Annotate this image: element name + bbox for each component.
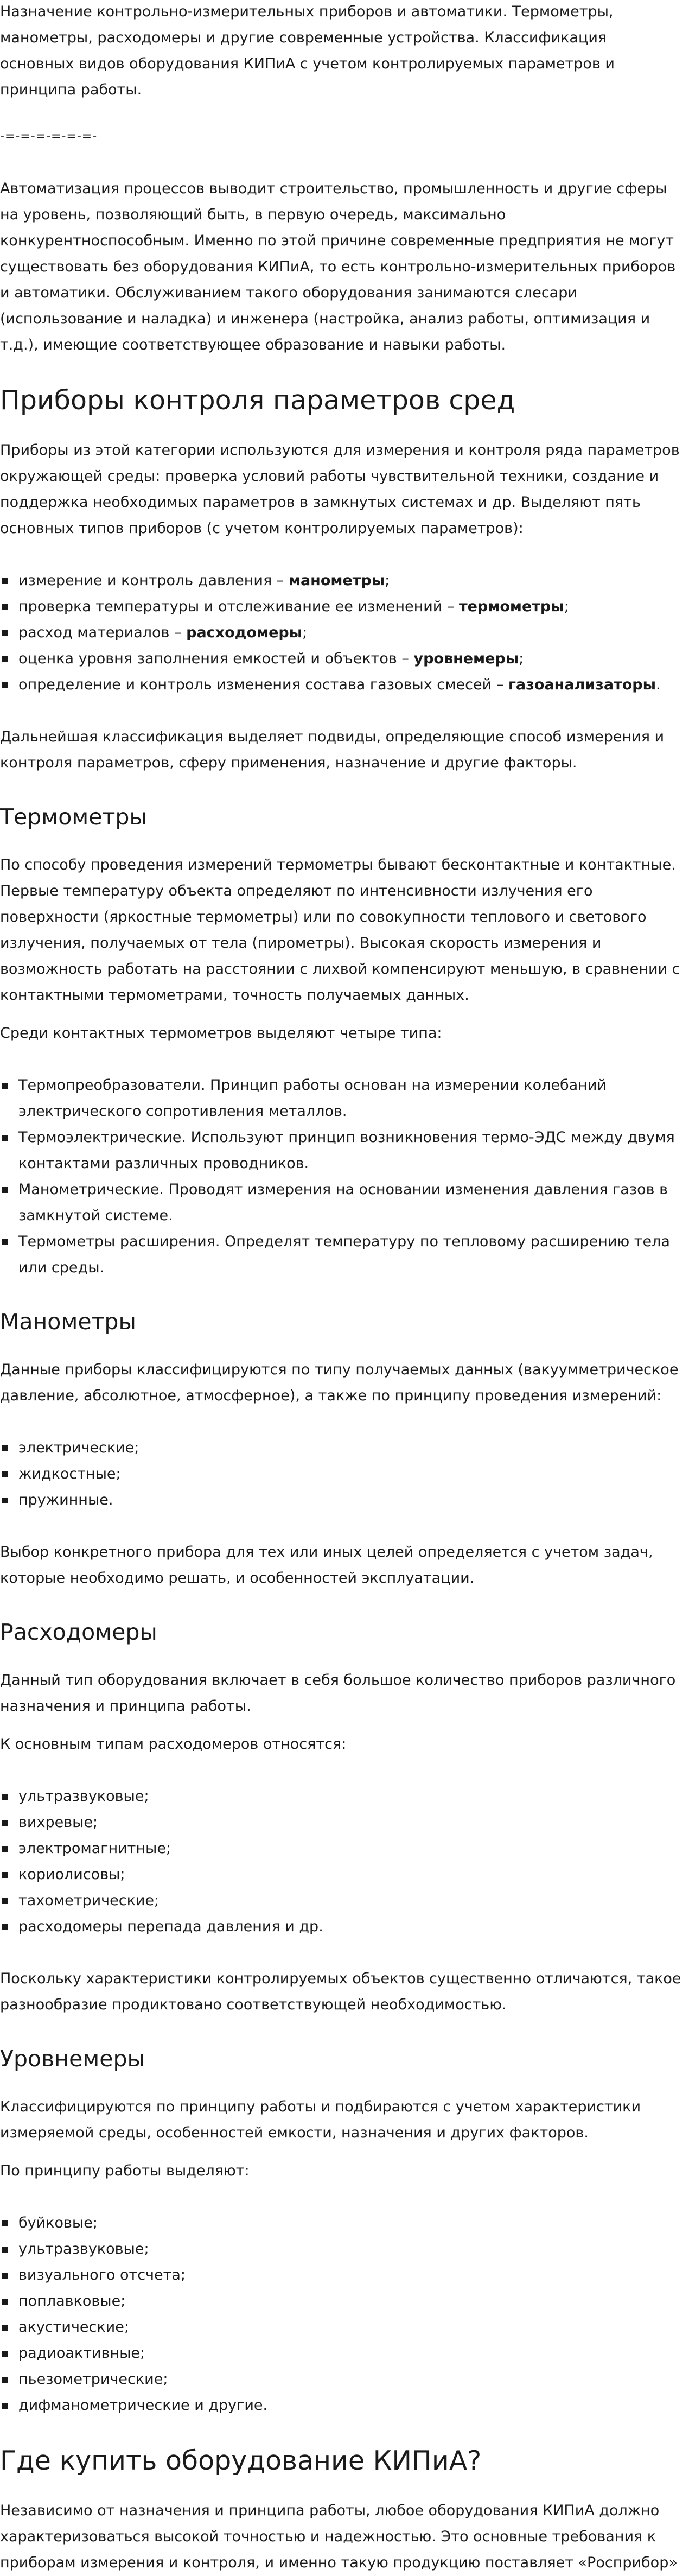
heading-where-to-buy: Где купить оборудование КИПиА?: [0, 2445, 482, 2476]
list-item: Термоэлектрические. Используют принцип возникновения термо-ЭДС между двумя контактами различных проводников.: [0, 1125, 682, 1177]
manometer-choice-paragraph: Выбор конкретного прибора для тех или иных целей определяется с учетом задач, которые необходимо решать, и особенностей эксплуатации.: [0, 1544, 653, 1587]
list-item: электромагнитные;: [0, 1836, 682, 1862]
list-item: жидкостные;: [0, 1461, 682, 1487]
thermometer-types-list: [0, 1073, 682, 1281]
intro-paragraph: Назначение контрольно-измерительных приборов и автоматики. Термометры, манометры, расходомеры и другие современные устройства. Классификация основных видов оборудования КИПиА с учетом контролируемых параметров и принципа работы.: [0, 3, 615, 98]
list-item: электрические;: [0, 1435, 682, 1461]
heading-control-devices: Приборы контроля параметров сред: [0, 385, 515, 416]
heading-level-gauges: Уровнемеры: [0, 2046, 145, 2072]
list-item: ультразвуковые;: [0, 1784, 682, 1810]
list-item: поплавковые;: [0, 2288, 682, 2314]
level-gauge-types-list: [0, 2210, 682, 2419]
list-item: кориолисовы;: [0, 1862, 682, 1888]
device-types-list: [0, 568, 682, 698]
flowmeter-variety-paragraph: Поскольку характеристики контролируемых объектов существенно отличаются, такое разнообразие продиктовано соответствующей необходимостью.: [0, 1970, 681, 2013]
list-item: ультразвуковые;: [0, 2236, 682, 2262]
where-to-buy-paragraph: Независимо от назначения и принципа работы, любое оборудования КИПиА должно характеризоваться высокой точностью и надежностью. Это основные требования к приборам измерения и контроля, и именно такую продукцию поставляет «Росприбор»: [0, 2502, 678, 2571]
flowmeter-types-intro: К основным типам расходомеров относятся:: [0, 1736, 347, 1753]
list-item: дифманометрические и другие.: [0, 2393, 682, 2419]
heading-manometers: Манометры: [0, 1309, 136, 1335]
list-item: проверка температуры и отслеживание ее изменений – термометры;: [0, 594, 682, 620]
thermometers-paragraph: По способу проведения измерений термометры бывают бесконтактные и контактные. Первые температуру объекта определяют по интенсивности излучения его поверхности (яркостные термометры) или по совокупности теплового и светового излучения, получаемых от тела (пирометры). Высокая скорость измерения и возможность работать на расстоянии с лихвой компенсируют меньшую, в сравнении с контактными термометрами, точность получаемых данных.: [0, 856, 680, 1004]
list-item: вихревые;: [0, 1810, 682, 1836]
control-devices-paragraph: Приборы из этой категории используются для измерения и контроля ряда параметров окружающей среды: проверка условий работы чувствительной техники, создание и поддержка необходимых параметров в замкнутых системах и др. Выделяют пять основных типов приборов (с учетом контролируемых параметров):: [0, 442, 680, 537]
heading-thermometers: Термометры: [0, 804, 147, 830]
manometer-types-list: [0, 1435, 682, 1513]
classification-paragraph: Дальнейшая классификация выделяет подвиды, определяющие способ измерения и контроля параметров, сферу применения, назначение и другие факторы.: [0, 728, 665, 771]
list-item: тахометрические;: [0, 1888, 682, 1914]
flowmeters-paragraph: Данный тип оборудования включает в себя большое количество приборов различного назначения и принципа работы.: [0, 1672, 676, 1715]
list-item: Термопреобразователи. Принцип работы основан на измерении колебаний электрического сопротивления металлов.: [0, 1073, 682, 1125]
list-item: Манометрические. Проводят измерения на основании изменения давления газов в замкнутой системе.: [0, 1177, 682, 1229]
list-item: акустические;: [0, 2314, 682, 2340]
separator-line: -=-=-=-=-=-=-: [0, 130, 98, 143]
list-item: пружинные.: [0, 1487, 682, 1513]
level-gauges-paragraph: Классифицируются по принципу работы и подбираются с учетом характеристики измеряемой среды, особенностей емкости, назначения и других факторов.: [0, 2098, 641, 2141]
level-gauge-types-intro: По принципу работы выделяют:: [0, 2162, 250, 2179]
automation-paragraph: Автоматизация процессов выводит строительство, промышленность и другие сферы на уровень, позволяющий быть, в первую очередь, максимально конкурентноспособным. Именно по этой причине современные предприятия не могут существовать без оборудования КИПиА, то есть контрольно-измерительных приборов и автоматики. Обслуживанием такого оборудования занимаются слесари (использование и наладка) и инженера (настройка, анализ работы, оптимизация и т.д.), имеющие соответствующее образование и навыки работы.: [0, 180, 676, 353]
manometers-paragraph: Данные приборы классифицируются по типу получаемых данных (вакуумметрическое давление, абсолютное, атмосферное), а также по принципу проведения измерений:: [0, 1361, 679, 1404]
list-item: определение и контроль изменения состава газовых смесей – газоанализаторы.: [0, 672, 682, 698]
list-item: визуального отсчета;: [0, 2262, 682, 2288]
flowmeter-types-list: [0, 1784, 682, 1940]
list-item: буйковые;: [0, 2210, 682, 2236]
list-item: радиоактивные;: [0, 2340, 682, 2366]
list-item: измерение и контроль давления – манометры;: [0, 568, 682, 594]
thermometer-types-intro: Среди контактных термометров выделяют четыре типа:: [0, 1025, 442, 1042]
heading-flowmeters: Расходомеры: [0, 1619, 157, 1645]
list-item: расходомеры перепада давления и др.: [0, 1914, 682, 1940]
list-item: оценка уровня заполнения емкостей и объектов – уровнемеры;: [0, 646, 682, 672]
list-item: расход материалов – расходомеры;: [0, 620, 682, 646]
list-item: Термометры расширения. Определят температуру по тепловому расширению тела или среды.: [0, 1229, 682, 1281]
list-item: пьезометрические;: [0, 2366, 682, 2393]
